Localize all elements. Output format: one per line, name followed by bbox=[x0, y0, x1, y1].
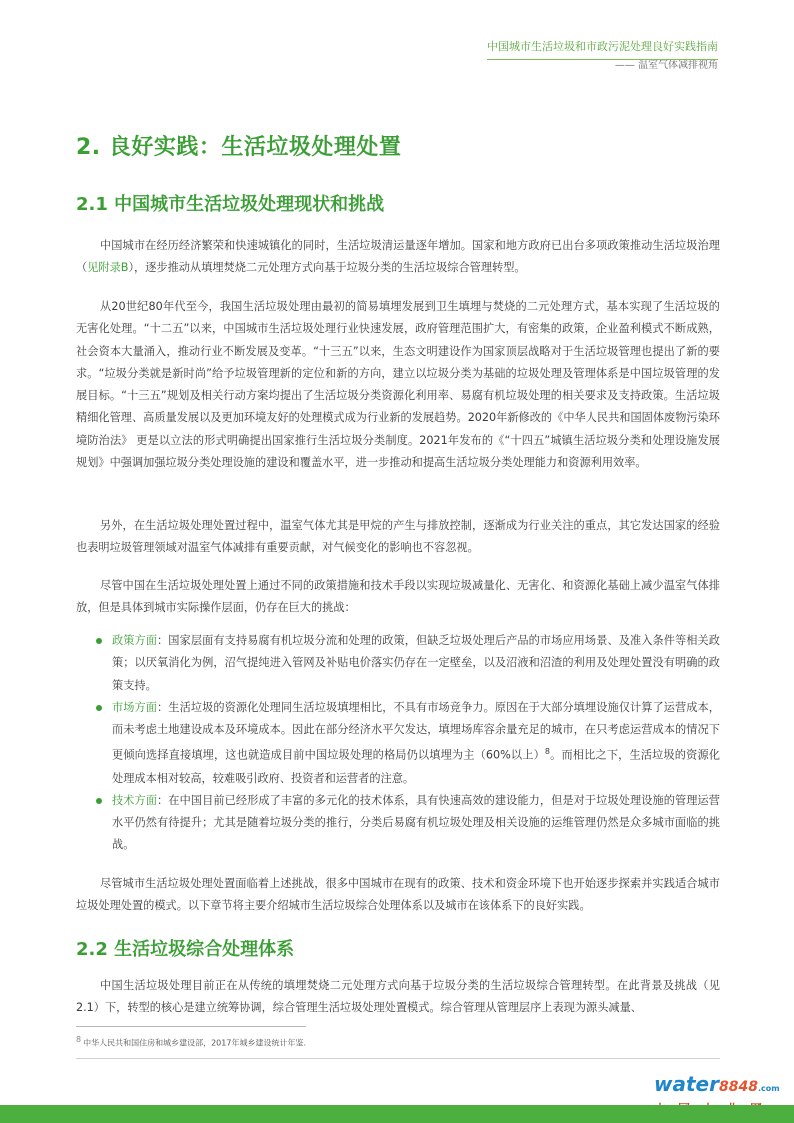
paragraph-text: 中国城市在经历经济繁荣和快速城镇化的同时，生活垃圾清运量逐年增加。国家和地方政府已出台多项政策推动生活垃圾治理（ bbox=[76, 239, 720, 275]
paragraph-text: 尽管中国在生活垃圾处理处置上通过不同的政策措施和技术手段以实现垃圾减量化、无害化、和资源化基础上减少温室气体排放，但是具体到城市实际操作层面，仍存在巨大的挑战： bbox=[76, 579, 720, 615]
footnote-marker[interactable]: 8 bbox=[544, 747, 551, 757]
bullet-label: 政策方面 bbox=[112, 634, 158, 647]
footnote-divider bbox=[76, 1026, 306, 1027]
paragraph bbox=[76, 975, 720, 1020]
bullet-text: ：国家层面有支持易腐有机垃圾分流和处理的政策，但缺乏垃圾处理后产品的市场应用场景、及准入条件等相关政策；以厌氧消化为例，沼气提纯进入管网及补贴电价落实仍存在一定壁垒，以及沼液和沼渣的利用及处理处置没有明确的政策支持。 bbox=[112, 634, 720, 692]
list-item bbox=[96, 697, 720, 790]
bullet-label: 市场方面 bbox=[112, 700, 158, 714]
list-item bbox=[96, 630, 720, 697]
chapter-title: 2. 良好实践：生活垃圾处理处置 bbox=[76, 135, 402, 160]
paragraph-text: ），逐步推动从填埋焚烧二元处理方式向基于垃圾分类的生活垃圾综合管理转型。 bbox=[128, 261, 526, 275]
footer-bar bbox=[0, 1105, 794, 1123]
bottom-divider bbox=[76, 1058, 720, 1059]
footnote bbox=[76, 1035, 306, 1049]
logo-domain: .com bbox=[757, 1084, 780, 1093]
section-link[interactable]: 见2.1 bbox=[76, 979, 720, 1015]
header-title: 中国城市生活垃圾和市政污泥处理良好实践指南 bbox=[487, 40, 718, 53]
header-divider bbox=[487, 59, 718, 60]
paragraph bbox=[76, 515, 720, 560]
bullet-text: 。而相比之下，生活垃圾的资源化处理成本相对较高，较难吸引政府、投资者和运营者的注意。 bbox=[112, 749, 720, 785]
bullet-icon bbox=[96, 798, 102, 804]
bullet-icon bbox=[96, 638, 102, 644]
footnote-number: 8 bbox=[76, 1035, 82, 1044]
bullet-text: ：在中国目前已经形成了丰富的多元化的技术体系，具有快速高效的建设能力，但是对于垃圾处理设施的管理运营水平仍然有待提升；尤其是随着垃圾分类的推行，分类后易腐有机垃圾处理及相关设施的运维管理仍然是众多城市面临的挑战。 bbox=[112, 793, 720, 852]
section-heading-2-2: 2.2 生活垃圾综合处理体系 bbox=[76, 939, 295, 960]
logo-word: water bbox=[654, 1072, 719, 1096]
paragraph bbox=[76, 235, 720, 280]
paragraph bbox=[76, 873, 720, 918]
bullet-text: ：生活垃圾的资源化处理同生活垃圾填埋相比，不具有市场竞争力。原因在于大部分填埋设施仅计算了运营成本，而未考虑土地建设成本及环境成本。因此在部分经济水平欠发达，填埋场库容余量充足的城市，在只考虑运营成本的情况下更倾向选择直接填埋，这也就造成目前中国垃圾处理的格局仍以填埋为主（60%以上） bbox=[112, 700, 720, 763]
appendix-link[interactable]: 见附录B bbox=[87, 261, 129, 275]
logo-number: 8848 bbox=[718, 1079, 758, 1095]
challenge-list bbox=[96, 630, 720, 857]
bullet-label: 技术方面 bbox=[112, 793, 158, 807]
paragraph bbox=[76, 575, 720, 620]
paragraph bbox=[76, 296, 720, 474]
footnote-text: 中华人民共和国住房和城乡建设部，2017年城乡建设统计年鉴. bbox=[83, 1038, 306, 1048]
paragraph-text: 尽管城市生活垃圾处理处置面临着上述挑战，很多中国城市在现有的政策、技术和资金环境下也开始逐步探索并实践适合城市垃圾处理处置的模式。以下章节将主要介绍城市生活垃圾综合处理体系以及城市在该体系下的良好实践。 bbox=[76, 877, 720, 913]
paragraph-text: ）下，转型的核心是建立统筹协调，综合管理生活垃圾处理处置模式。综合管理从管理层序上表现为源头减量、 bbox=[93, 1001, 642, 1015]
section-heading-2-1: 2.1 中国城市生活垃圾处理现状和挑战 bbox=[76, 194, 385, 215]
header-subtitle: —— 温室气体减排视角 bbox=[614, 60, 718, 71]
list-item bbox=[96, 790, 720, 857]
running-header bbox=[487, 40, 718, 73]
paragraph-text: 从20世纪80年代至今，我国生活垃圾处理由最初的简易填埋发展到卫生填埋与焚烧的二元处理方式，基本实现了生活垃圾的无害化处理。“十二五”以来，中国城市生活垃圾处理行业快速发展，政府管理范围扩大，有密集的政策，企业盈利模式不断成熟，社会资本大量涌入，推动行业不断发展及变革。“十三五”以来，生态文明建设作为国家顶层战略对于生活垃圾管理也提出了新的要求。“垃圾分类就是新时尚”给予垃圾管理新的定位和新的方向，建立以垃圾分类为基础的垃圾处理及管理体系是中国垃圾管理的发展目标。“十三五”规划及相关行动方案均提出了生活垃圾分类资源化利用率、易腐有机垃圾处理的相关要求及支持政策。生活垃圾精细化管理、高质量发展以及更加环境友好的处理模式成为行业新的发展趋势。2020年新修改的《中华人民共和国固体废物污染环境防治法》 更是以立法的形式明确提出国家推行生活垃圾分类制度。2021年发布的《“十四五”城镇生活垃圾分类和处理设施发展规划》中强调加强垃圾分类处理设施的建设和覆盖水平，进一步推动和提高生活垃圾分类处理能力和资源利用效率。 bbox=[76, 300, 720, 470]
bullet-icon bbox=[96, 705, 102, 711]
paragraph-text: 中国生活垃圾处理目前正在从传统的填埋焚烧二元处理方式向基于垃圾分类的生活垃圾综合管理转型。在此背景及挑战（ bbox=[100, 979, 709, 992]
paragraph-text: 另外，在生活垃圾处理处置过程中，温室气体尤其是甲烷的产生与排放控制，逐渐成为行业关注的重点，其它发达国家的经验也表明垃圾管理领域对温室气体减排有重要贡献，对气候变化的影响也不容忽视。 bbox=[76, 519, 720, 555]
